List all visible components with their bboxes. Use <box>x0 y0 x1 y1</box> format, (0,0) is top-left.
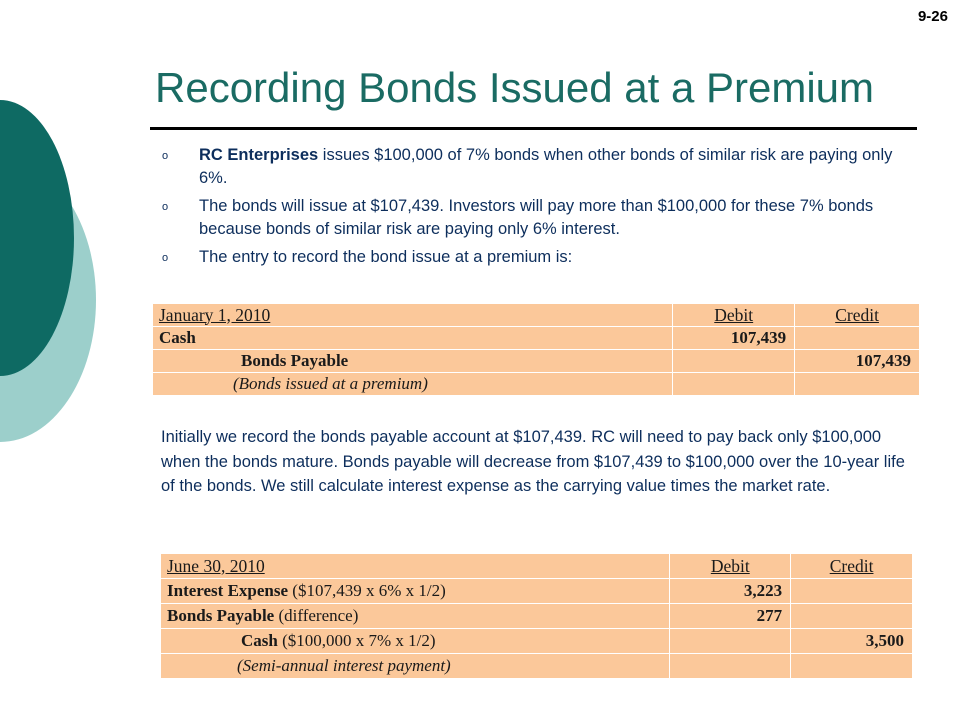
credit-amount: 107,439 <box>795 350 920 373</box>
table-header-row <box>161 554 913 579</box>
account-detail: ($100,000 x 7% x 1/2) <box>277 631 436 650</box>
bullet-item <box>160 246 920 269</box>
account-cell <box>161 604 670 629</box>
account-detail: ($107,439 x 6% x 1/2) <box>288 581 446 600</box>
bullet-marker: o <box>162 201 169 213</box>
credit-amount <box>795 327 920 350</box>
credit-amount <box>791 579 913 604</box>
credit-amount <box>791 604 913 629</box>
account-cell <box>161 629 670 654</box>
debit-amount: 3,223 <box>670 579 791 604</box>
explanation-paragraph: Initially we record the bonds payable account at $107,439. RC will need to pay back only $100,000 when the bonds mature. Bonds payable will decrease from $107,439 to $100,000 over the 10-year life of the bonds. We still calculate interest expense as the carrying value times the market rate. <box>161 428 905 495</box>
credit-amount: 3,500 <box>791 629 913 654</box>
bullet-item <box>160 195 920 241</box>
bullet-list <box>160 144 920 274</box>
bullet-marker: o <box>162 252 169 264</box>
entry-memo: (Semi-annual interest payment) <box>161 654 670 679</box>
debit-header: Debit <box>673 304 795 327</box>
account-cell <box>161 579 670 604</box>
table-row <box>161 604 913 629</box>
debit-amount: 277 <box>670 604 791 629</box>
journal-entry-interest <box>160 553 913 679</box>
table-row <box>153 350 920 373</box>
bullet-text: The bonds will issue at $107,439. Investors will pay more than $100,000 for these 7% bonds because bonds of similar risk are paying only 6% interest. <box>199 197 874 238</box>
bullet-text: issues $100,000 of 7% bonds when other bonds of similar risk are paying only 6%. <box>199 146 893 187</box>
journal-entry-issue <box>152 303 920 396</box>
account-name: Bonds Payable <box>153 350 673 373</box>
bullet-text: The entry to record the bond issue at a premium is: <box>199 248 573 266</box>
table-row <box>153 373 920 396</box>
account-name: Cash <box>241 631 278 650</box>
credit-header: Credit <box>791 554 913 579</box>
entry-date: January 1, 2010 <box>153 304 673 327</box>
table-header-row <box>153 304 920 327</box>
empty-cell <box>673 373 795 396</box>
account-name: Bonds Payable <box>167 606 275 625</box>
slide-number: 9-26 <box>917 8 948 25</box>
title-divider <box>150 127 917 130</box>
account-name: Interest Expense <box>167 581 289 600</box>
table-row <box>153 327 920 350</box>
debit-amount: 107,439 <box>673 327 795 350</box>
debit-amount <box>670 629 791 654</box>
account-name: Cash <box>153 327 673 350</box>
empty-cell <box>791 654 913 679</box>
decorative-teal-arcs <box>0 0 110 470</box>
entry-memo: (Bonds issued at a premium) <box>153 373 673 396</box>
entry-date: June 30, 2010 <box>161 554 670 579</box>
debit-header: Debit <box>670 554 791 579</box>
company-name: RC Enterprises <box>199 146 319 164</box>
bullet-item <box>160 144 920 190</box>
page-title: Recording Bonds Issued at a Premium <box>155 64 875 111</box>
debit-amount <box>673 350 795 373</box>
table-row <box>161 579 913 604</box>
empty-cell <box>795 373 920 396</box>
table-row <box>161 654 913 679</box>
table-row <box>161 629 913 654</box>
account-detail: (difference) <box>274 606 359 625</box>
credit-header: Credit <box>795 304 920 327</box>
bullet-marker: o <box>162 150 169 162</box>
empty-cell <box>670 654 791 679</box>
